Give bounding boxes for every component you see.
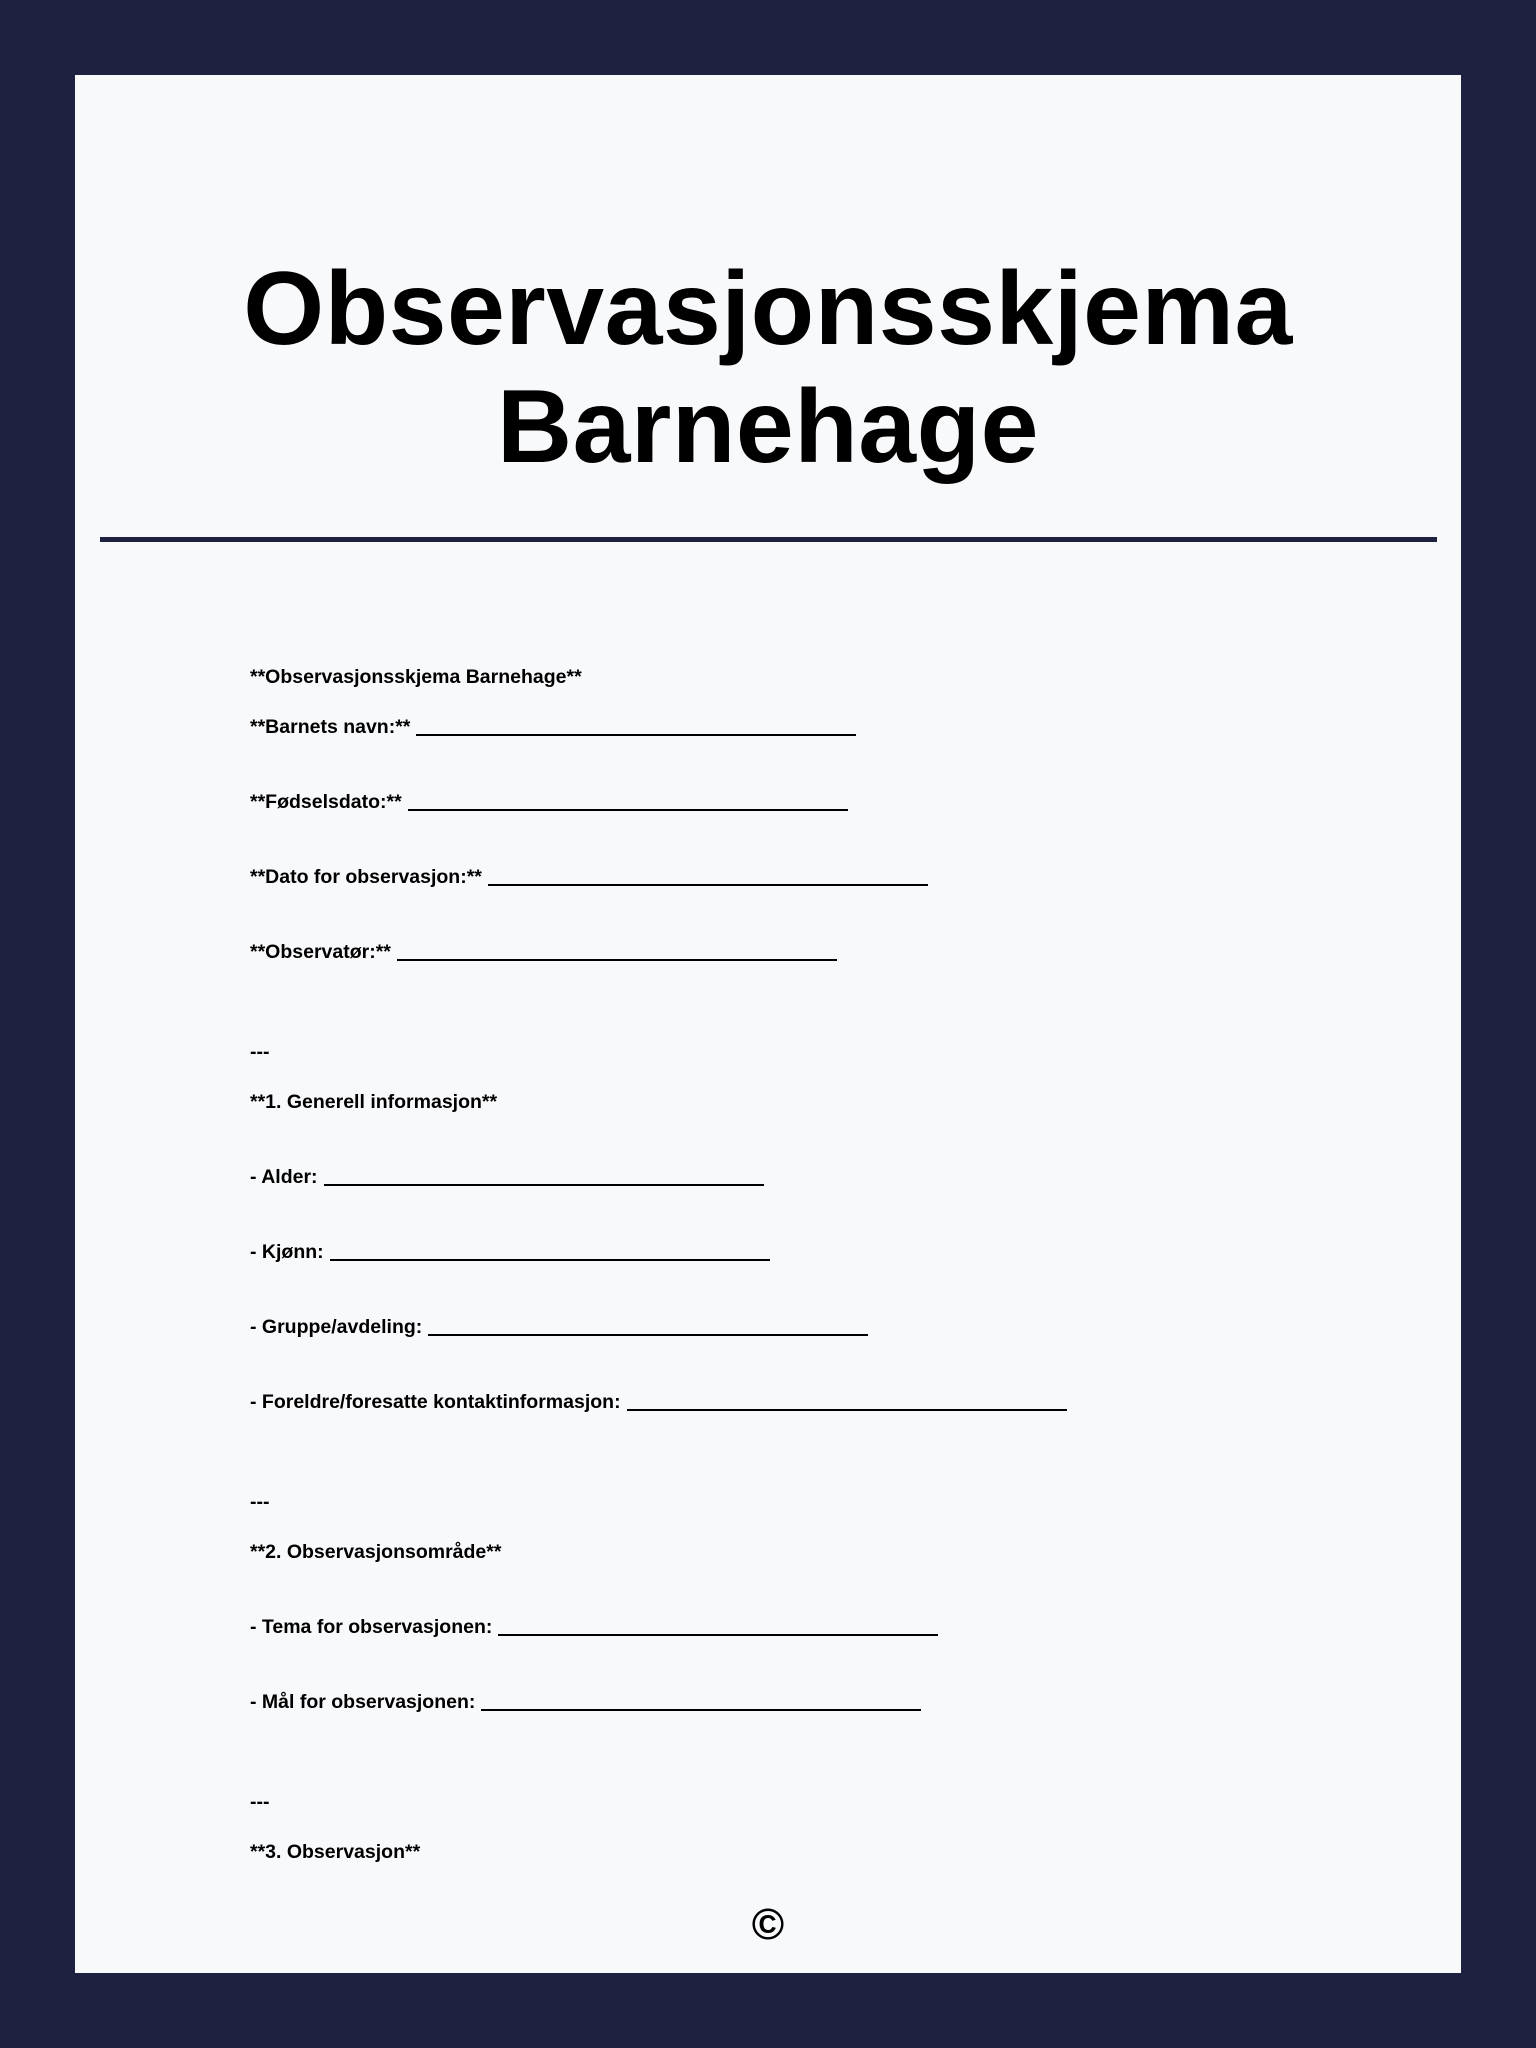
copyright-icon: © xyxy=(751,1900,785,1949)
fill-in-line[interactable] xyxy=(488,884,928,886)
field-parent-contact xyxy=(250,1390,1067,1414)
field-observation-date xyxy=(250,865,928,889)
field-label: **Barnets navn:** xyxy=(250,716,411,738)
field-label: - Foreldre/foresatte kontaktinformasjon: xyxy=(250,1391,621,1413)
fill-in-line[interactable] xyxy=(408,809,848,811)
form-heading: **Observasjonsskjema Barnehage** xyxy=(250,666,582,688)
field-gender xyxy=(250,1240,770,1264)
section-separator: --- xyxy=(250,1791,270,1813)
fill-in-line[interactable] xyxy=(416,734,856,736)
fill-in-line[interactable] xyxy=(428,1334,868,1336)
fill-in-line[interactable] xyxy=(397,959,837,961)
field-label: **Fødselsdato:** xyxy=(250,791,402,813)
section-title-observation: **3. Observasjon** xyxy=(250,1841,421,1863)
field-label: - Tema for observasjonen: xyxy=(250,1616,493,1638)
fill-in-line[interactable] xyxy=(324,1184,764,1186)
fill-in-line[interactable] xyxy=(481,1709,921,1711)
field-label: **Dato for observasjon:** xyxy=(250,866,482,888)
section-separator: --- xyxy=(250,1041,270,1063)
field-birth-date xyxy=(250,790,848,814)
section-title-area: **2. Observasjonsområde** xyxy=(250,1541,502,1563)
field-label: - Alder: xyxy=(250,1166,318,1188)
fill-in-line[interactable] xyxy=(330,1259,770,1261)
field-label: - Mål for observasjonen: xyxy=(250,1691,476,1713)
field-child-name xyxy=(250,715,856,739)
field-age xyxy=(250,1165,764,1189)
fill-in-line[interactable] xyxy=(498,1634,938,1636)
field-goal xyxy=(250,1690,921,1714)
field-label: - Kjønn: xyxy=(250,1241,324,1263)
section-separator: --- xyxy=(250,1491,270,1513)
field-observer xyxy=(250,940,837,964)
field-label: **Observatør:** xyxy=(250,941,391,963)
document-page xyxy=(75,75,1461,1973)
page-title xyxy=(75,250,1461,486)
page-title-line-2: Barnehage xyxy=(496,369,1040,485)
field-label: - Gruppe/avdeling: xyxy=(250,1316,423,1338)
page-title-line-1: Observasjonsskjema xyxy=(243,251,1293,367)
field-group xyxy=(250,1315,868,1339)
title-divider xyxy=(100,537,1437,542)
fill-in-line[interactable] xyxy=(627,1409,1067,1411)
section-title-general: **1. Generell informasjon** xyxy=(250,1091,498,1113)
field-theme xyxy=(250,1615,938,1639)
